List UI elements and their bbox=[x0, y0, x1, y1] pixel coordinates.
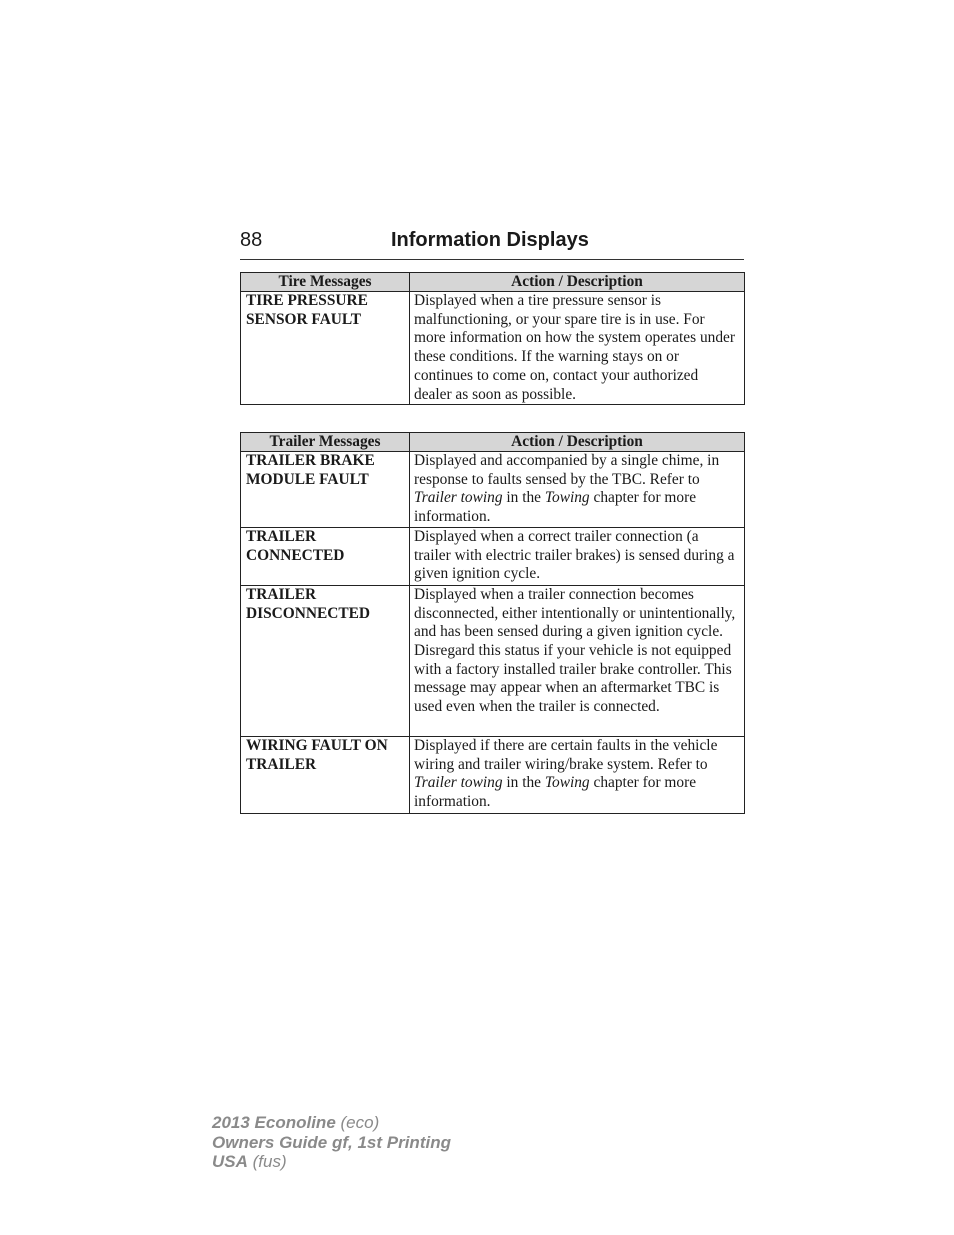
footer-printing: Owners Guide gf, 1st Printing bbox=[212, 1132, 451, 1152]
message-description: Displayed when a trailer connection becomes disconnected, either intentionally or unintentionally, and has been sensed during a given ignition cycle. Disregard this status if your vehicle is not equipped with a factory installed trailer brake controller. This message may appear when an aftermarket TBC is used even when the trailer is connected. bbox=[410, 585, 745, 736]
message-name: TRAILER BRAKE MODULE FAULT bbox=[241, 452, 410, 528]
message-description bbox=[410, 736, 745, 813]
description-text: in the bbox=[502, 489, 545, 507]
description-text: chapter for more information. bbox=[414, 774, 697, 810]
description-text: Displayed if there are certain faults in the vehicle wiring and trailer wiring/brake system. Refer to bbox=[414, 736, 718, 773]
footer-market-code: (fus) bbox=[247, 1152, 287, 1171]
table-header-row bbox=[241, 433, 745, 452]
column-header-trailer-messages: Trailer Messages bbox=[241, 433, 410, 452]
footer-line-model bbox=[212, 1113, 451, 1133]
column-header-action-description: Action / Description bbox=[410, 433, 745, 452]
tire-messages-table bbox=[240, 272, 745, 405]
message-name: TRAILER CONNECTED bbox=[241, 527, 410, 585]
table-row bbox=[241, 292, 745, 405]
message-description: Displayed when a tire pressure sensor is malfunctioning, or your spare tire is in use. For more information on how the system operates under these conditions. If the warning stays on or continues to come on, contact your authorized dealer as soon as possible. bbox=[410, 292, 745, 405]
message-description: Displayed when a correct trailer connection (a trailer with electric trailer brakes) is sensed during a given ignition cycle. bbox=[410, 527, 745, 585]
footer-model-code: (eco) bbox=[335, 1113, 380, 1132]
description-text: in the bbox=[502, 774, 545, 792]
message-name: TRAILER DISCONNECTED bbox=[241, 585, 410, 736]
column-header-action-description: Action / Description bbox=[410, 273, 745, 292]
message-description bbox=[410, 452, 745, 528]
description-text: Displayed and accompanied by a single chime, in response to faults sensed by the TBC. Refer to bbox=[414, 452, 720, 488]
trailer-messages-table bbox=[240, 432, 745, 814]
footer-market: USA bbox=[212, 1152, 248, 1171]
description-text: chapter for more information. bbox=[414, 489, 697, 526]
column-header-tire-messages: Tire Messages bbox=[241, 273, 410, 292]
footer-line-printing bbox=[212, 1133, 451, 1153]
chapter-reference: Towing bbox=[544, 774, 590, 792]
document-footer bbox=[212, 1113, 451, 1172]
table-row bbox=[241, 527, 745, 585]
chapter-reference: Towing bbox=[544, 489, 590, 507]
table-header-row bbox=[241, 273, 745, 292]
message-name: WIRING FAULT ON TRAILER bbox=[241, 736, 410, 813]
page-header bbox=[240, 229, 744, 260]
message-name: TIRE PRESSURE SENSOR FAULT bbox=[241, 292, 410, 405]
footer-line-market bbox=[212, 1152, 451, 1172]
table-row bbox=[241, 452, 745, 528]
section-title: Information Displays bbox=[391, 229, 589, 251]
footer-model: 2013 Econoline bbox=[212, 1113, 336, 1132]
cross-reference-link: Trailer towing bbox=[414, 774, 503, 792]
page-number: 88 bbox=[240, 229, 263, 251]
table-row bbox=[241, 736, 745, 813]
cross-reference-link: Trailer towing bbox=[414, 489, 503, 507]
table-row bbox=[241, 585, 745, 736]
